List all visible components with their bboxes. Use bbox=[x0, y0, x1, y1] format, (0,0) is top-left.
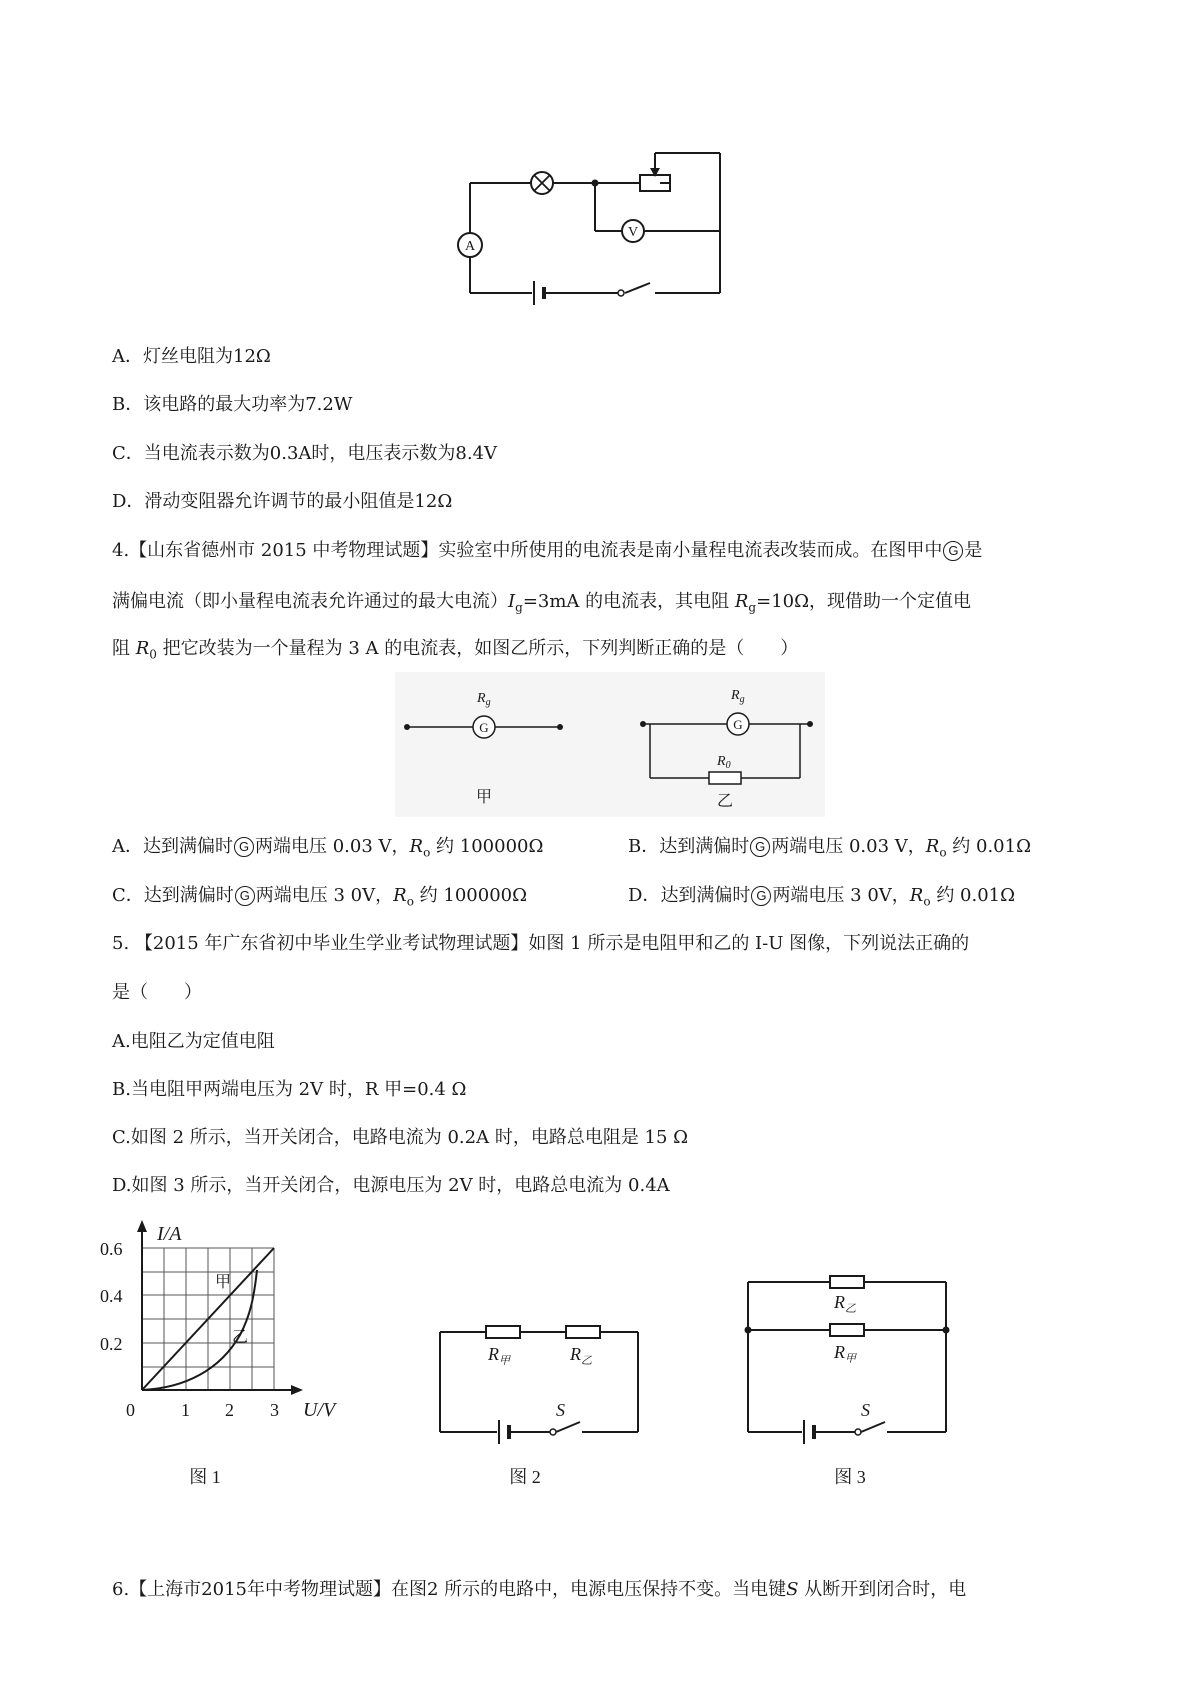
q4-option-a: A．达到满偏时 G 两端电压 0.03 V，$R_o$ 约 100000Ω bbox=[112, 836, 544, 860]
q4-option-c: C．达到满偏时 G 两端电压 3 0V，$R_o$ 约 100000Ω bbox=[112, 885, 528, 909]
q5-option-b: B.当电阻甲两端电压为 2V 时，R 甲=0.4 Ω bbox=[112, 1079, 467, 1100]
q3-option-b: B．该电路的最大功率为7.2W bbox=[112, 394, 353, 415]
series-label-jia: 甲 bbox=[215, 1274, 232, 1291]
q5-option-d: D.如图 3 所示，当开关闭合，电源电压为 2V 时，电路总电流为 0.4A bbox=[112, 1175, 670, 1196]
rg-label-jia: $R_g$ bbox=[477, 691, 491, 708]
q5-option-c: C.如图 2 所示，当开关闭合，电路电流为 0.2A 时，电路总电阻是 15 Ω bbox=[112, 1127, 689, 1148]
q3-circuit-figure bbox=[450, 150, 740, 330]
x-tick: 1 bbox=[181, 1400, 190, 1420]
figure-label-yi: 乙 bbox=[716, 793, 734, 810]
fig2-switch-label: S bbox=[556, 1400, 565, 1420]
fig1-caption: 图 1 bbox=[189, 1467, 221, 1487]
rg-label-yi: $R_g$ bbox=[731, 688, 745, 705]
galvanometer-jia-icon bbox=[473, 716, 495, 738]
q3-option-a: A．灯丝电阻为12Ω bbox=[112, 346, 271, 367]
q4-option-d: D．达到满偏时 G 两端电压 3 0V，$R_o$ 约 0.01Ω bbox=[628, 885, 1016, 909]
x-axis-label: U/V bbox=[303, 1399, 336, 1421]
series-label-yi: 乙 bbox=[232, 1329, 249, 1346]
fig3-caption: 图 3 bbox=[834, 1467, 866, 1487]
q3-option-c: C．当电流表示数为0.3A时，电压表示数为8.4V bbox=[112, 443, 498, 464]
svg-text:G: G bbox=[733, 717, 743, 732]
galvanometer-icon: G bbox=[943, 541, 963, 561]
voltmeter-icon bbox=[622, 220, 644, 242]
q4-question-line1: 4.【山东省德州市 2015 中考物理试题】实验室中所使用的电流表是南小量程电流表改装而成。在图甲中 G 是 bbox=[112, 540, 983, 561]
x-tick: 2 bbox=[225, 1400, 234, 1420]
svg-text:G: G bbox=[479, 720, 489, 735]
x-tick: 0 bbox=[126, 1400, 135, 1420]
q5-option-a: A.电阻乙为定值电阻 bbox=[112, 1031, 275, 1052]
lamp-icon bbox=[531, 172, 553, 194]
fig2-caption: 图 2 bbox=[509, 1467, 541, 1487]
ammeter-icon bbox=[458, 233, 482, 257]
q5-fig2-series-circuit bbox=[430, 1320, 660, 1500]
q4-galvanometer-figure bbox=[395, 672, 825, 817]
galvanometer-icon: G bbox=[750, 837, 770, 857]
q6-question-line1: 6.【上海市2015年中考物理试题】在图2 所示的电路中，电源电压保持不变。当电键S 从断开到闭合时，电 bbox=[112, 1579, 967, 1600]
q5-fig1-iu-graph bbox=[100, 1220, 365, 1500]
q4-option-b: B．达到满偏时 G 两端电压 0.03 V，$R_o$ 约 0.01Ω bbox=[628, 836, 1032, 860]
galvanometer-icon: G bbox=[751, 886, 771, 906]
q5-question-line2: 是（ ） bbox=[112, 982, 202, 1003]
voltmeter-label: V bbox=[627, 225, 639, 240]
y-tick: 0.6 bbox=[100, 1239, 123, 1259]
q5-fig3-parallel-circuit bbox=[738, 1270, 958, 1500]
figure-label-jia: 甲 bbox=[475, 789, 493, 806]
r0-label-yi: $R_0$ bbox=[717, 754, 731, 771]
galvanometer-yi-icon bbox=[727, 713, 749, 735]
galvanometer-icon: G bbox=[234, 837, 254, 857]
q5-question-line1: 5. 【2015 年广东省初中毕业生学业考试物理试题】如图 1 所示是电阻甲和乙的 I-U 图像，下列说法正确的 bbox=[112, 933, 970, 954]
y-tick: 0.4 bbox=[100, 1286, 123, 1306]
fig2-r-yi-label: $R_乙$ bbox=[570, 1344, 592, 1367]
q4-question-line3: 阻 $R_0$ 把它改装为一个量程为 3 A 的电流表，如图乙所示，下列判断正确的是（ ） bbox=[112, 638, 799, 662]
q4-question-line2: 满偏电流（即小量程电流表允许通过的最大电流）$I_g=3mA$ 的电流表，其电阻 $R_g=10\Omega$，现借助一个定值电 bbox=[112, 591, 972, 615]
galvanometer-icon: G bbox=[235, 886, 255, 906]
fig3-switch-label: S bbox=[861, 1400, 870, 1420]
q3-option-d: D．滑动变阻器允许调节的最小阻值是12Ω bbox=[112, 491, 453, 512]
ammeter-label: A bbox=[464, 239, 476, 254]
fig2-r-jia-label: $R_甲$ bbox=[488, 1344, 510, 1367]
y-tick: 0.2 bbox=[100, 1334, 123, 1354]
fig3-r-jia-label: $R_甲$ bbox=[834, 1342, 856, 1365]
y-axis-label: I/A bbox=[157, 1223, 182, 1245]
x-tick: 3 bbox=[270, 1400, 279, 1420]
fig3-r-yi-label: $R_乙$ bbox=[834, 1292, 856, 1315]
